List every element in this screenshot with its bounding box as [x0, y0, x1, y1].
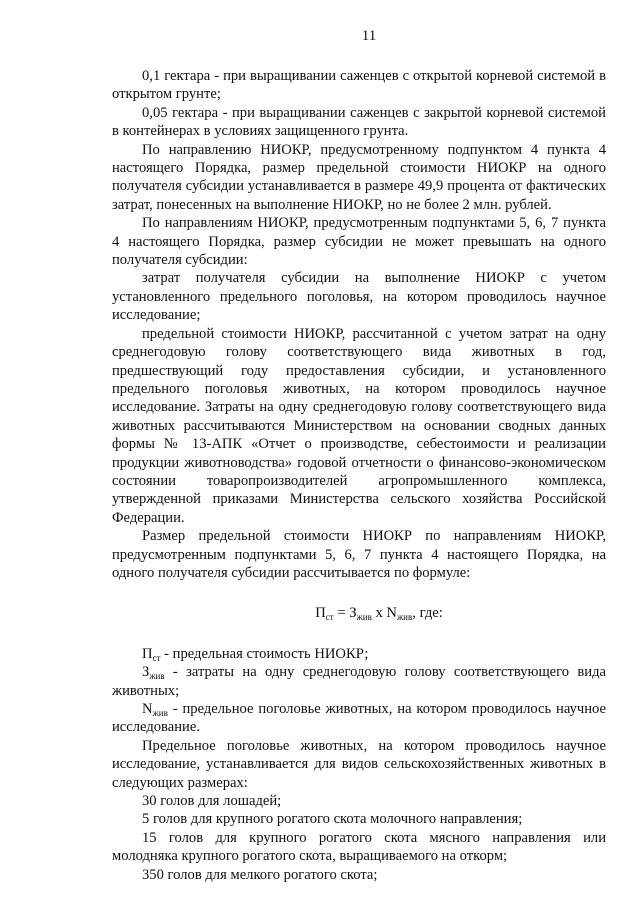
list-item-dairy-cattle: 5 голов для крупного рогатого скота молочного направления; — [142, 811, 523, 828]
paragraph-livestock-limits: Предельное поголовье животных, на котором проводилось научное исследование, устанавливается для видов сельскохозяйственных животных в следующих размерах: — [112, 737, 606, 791]
definition-nzhiv: $N_{жив}$ - предельное поголовье животных, на котором проводилось научное исследование. — [112, 701, 606, 736]
paragraph-seedlings-open: 0,1 гектара - при выращивании саженцев с открытой корневой системой в открытом грунте; — [112, 68, 606, 103]
definition-zzhiv: $З_{жив}$ - затраты на одну среднегодовую голову соответствующего вида животных; — [112, 664, 606, 699]
paragraph-seedlings-closed: 0,05 гектара - при выращивании саженцев с закрытой корневой системой в контейнерах в условиях защищенного грунта. — [112, 104, 606, 140]
formula: $П_{ст} = З_{жив}$ х $N_{жив}$, где: — [315, 605, 443, 623]
list-item-beef-cattle: 15 голов для крупного рогатого скота мясного направления или молодняка крупного рогатого скота, выращиваемого на откорм; — [112, 829, 606, 865]
paragraph-niokr-subpoint-4: По направлению НИОКР, предусмотренному подпунктом 4 пункта 4 настоящего Порядка, размер предельной стоимости НИОКР на одного получателя субсидии устанавливается в размере 49,9 процента от фактических затрат, понесенных на выполнение НИОКР, но не более 2 млн. рублей. — [112, 141, 606, 213]
page-number: 11 — [361, 28, 377, 44]
list-item-horses: 30 голов для лошадей; — [142, 793, 282, 810]
definition-pst: $П_{ст}$ - предельная стоимость НИОКР; — [142, 645, 369, 663]
paragraph-formula-intro: Размер предельной стоимости НИОКР по направлениям НИОКР, предусмотренным подпунктами 5, 6, 7 пункта 4 настоящего Порядка, на одного получателя субсидии рассчитывается по формуле: — [112, 528, 606, 581]
paragraph-niokr-subpoints-5-7: По направлениям НИОКР, предусмотренным подпунктами 5, 6, 7 пункта 4 настоящего Порядка, размер субсидии не может превышать на одного получателя субсидии: — [112, 215, 606, 269]
list-item-small-cattle: 350 голов для мелкого рогатого скота; — [142, 866, 378, 883]
paragraph-max-cost: предельной стоимости НИОКР, рассчитанной с учетом затрат на одну среднегодовую голову соответствующего вида животных в год, предшествующий году предоставления субсидии, и установленного предельного поголовья животных, на котором проводилось научное исследование. Затраты на одну среднегодовую голову соответствующего вида животных рассчитываются Министерством на основании сводных данных формы № 13-АПК «Отчет о производстве, себестоимости и реализации продукции животноводства» годовой отчетности о финансово-экономическом состоянии товаропроизводителей агропромышленного комплекса, утвержденной приказами Министерства сельского хозяйства Российской Федерации. — [112, 325, 606, 526]
paragraph-recipient-costs: затрат получателя субсидии на выполнение НИОКР с учетом установленного предельного поголовья, на котором проводилось научное исследование; — [112, 270, 606, 324]
